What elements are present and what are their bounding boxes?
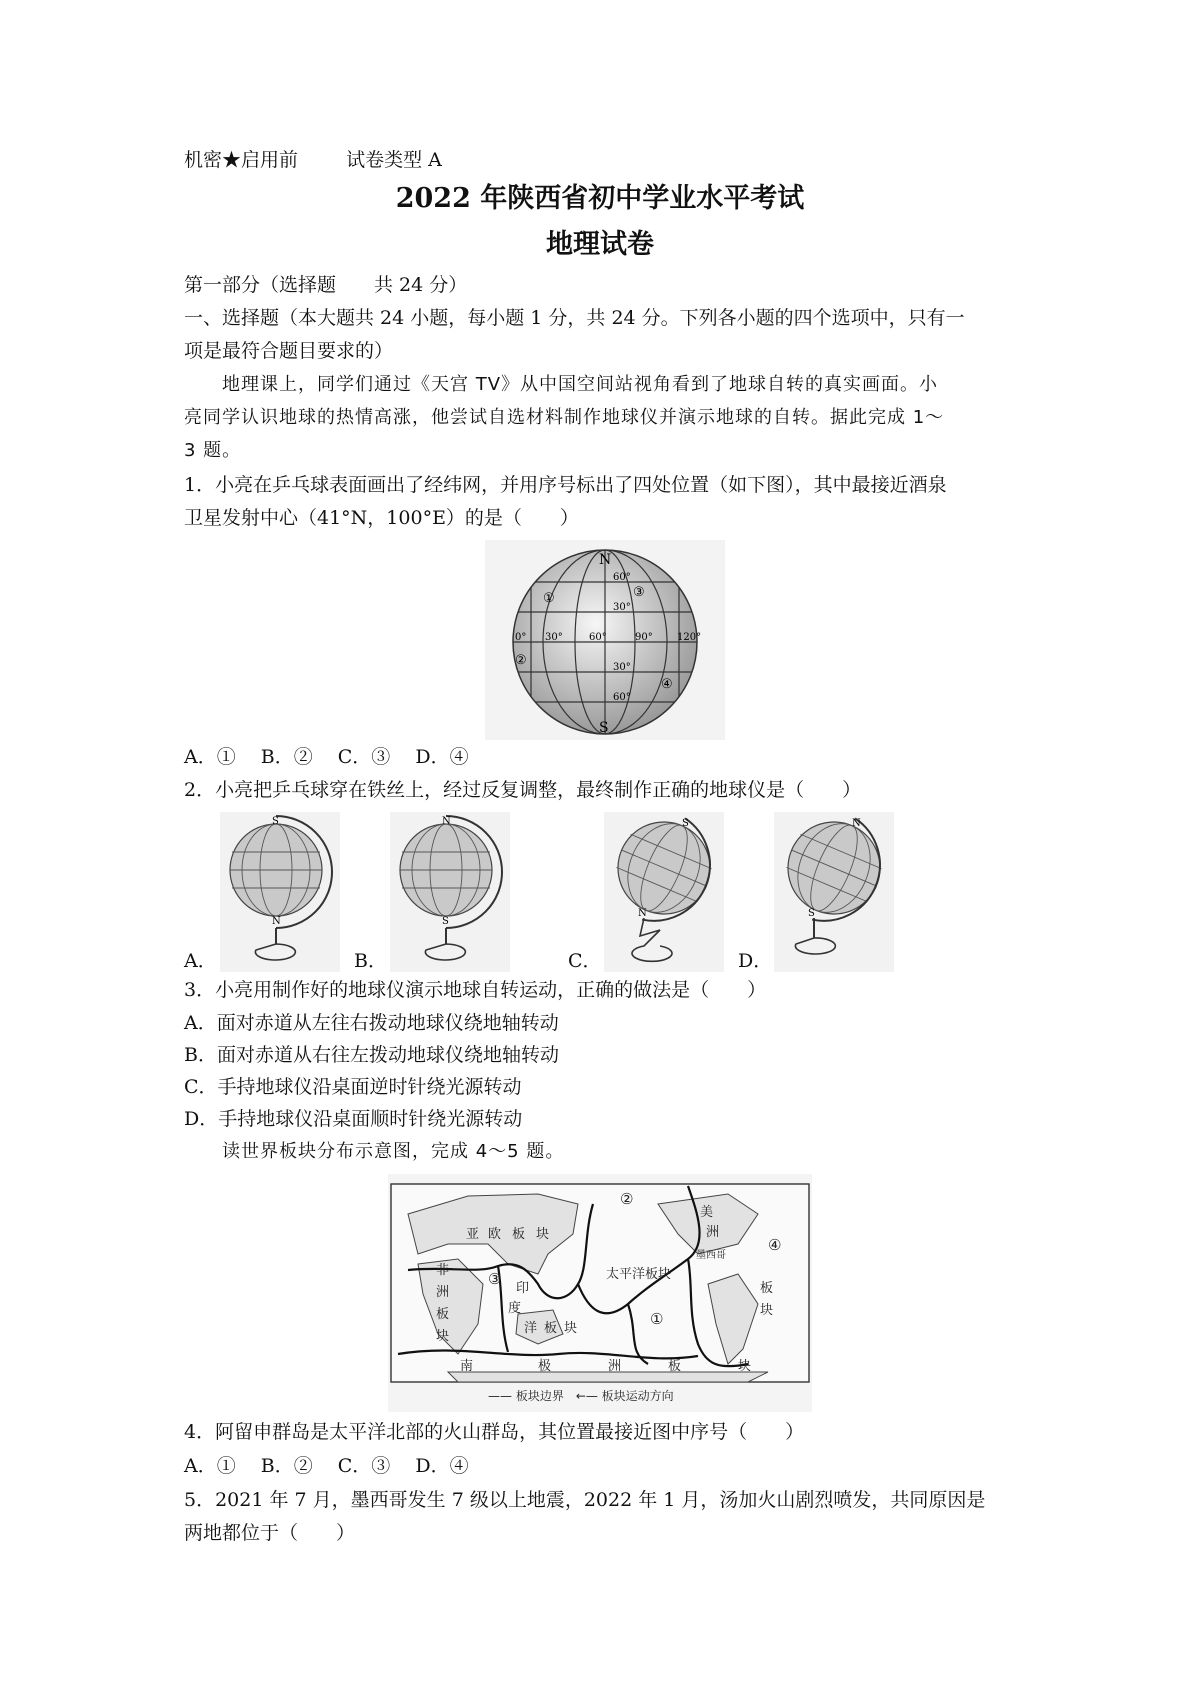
map-label: 亚	[466, 1227, 480, 1242]
q2-globe-c	[604, 812, 724, 972]
map-label: 块	[436, 1329, 450, 1344]
plate-map-figure	[388, 1174, 812, 1412]
globe-pole-bottom: S	[808, 908, 815, 919]
q5-line-1: 5．2021 年 7 月，墨西哥发生 7 级以上地震，2022 年 1 月，汤加火山剧烈喷发，共同原因是	[184, 1489, 986, 1511]
map-label: 美	[700, 1205, 714, 1220]
globe-lon-label: 30°	[545, 632, 563, 643]
globe-lon-label: 0°	[515, 632, 527, 643]
map-label: 南	[460, 1359, 474, 1374]
globe-pole-top: N	[852, 818, 861, 829]
q3-option-b: B．面对赤道从右往左拨动地球仪绕地轴转动	[184, 1044, 559, 1066]
map-label: 板	[544, 1321, 558, 1336]
q1-line-2: 卫星发射中心（41°N，100°E）的是（ ）	[184, 507, 579, 529]
intro1-line-1: 地理课上，同学们通过《天宫 TV》从中国空间站视角看到了地球自转的真实画面。小	[222, 374, 939, 395]
map-label: 非	[436, 1263, 450, 1278]
globe-lon-label: 90°	[635, 632, 653, 643]
map-mark-1: ①	[650, 1310, 664, 1328]
header-line	[184, 148, 442, 172]
globe-pole-top: S	[272, 816, 279, 827]
map-mark-3: ③	[488, 1270, 502, 1288]
globe-pole-bottom: N	[638, 908, 647, 919]
globe-pole-bottom: S	[442, 916, 449, 927]
instruction-line-1: 一、选择题（本大题共 24 小题，每小题 1 分，共 24 分。下列各小题的四个选项中，只有一	[184, 307, 965, 329]
map-label: 欧	[488, 1227, 502, 1242]
q2-option-a-label: A．	[184, 950, 217, 972]
q3-option-d: D．手持地球仪沿桌面顺时针绕光源转动	[184, 1108, 523, 1130]
map-label: 洲	[436, 1285, 450, 1300]
globe-lon-label: 120°	[677, 632, 702, 643]
q3-option-c: C．手持地球仪沿桌面逆时针绕光源转动	[184, 1076, 522, 1098]
globe-south-label: S	[599, 720, 609, 736]
globe-lon-label: 60°	[589, 632, 607, 643]
exam-title: 2022 年陕西省初中学业水平考试	[395, 183, 805, 214]
confidential-mark: 机密★启用前	[184, 149, 299, 171]
q2-globe-a	[220, 812, 340, 972]
q2-option-b-label: B．	[354, 950, 387, 972]
map-label: 度	[508, 1301, 522, 1316]
map-label: 块	[738, 1359, 752, 1374]
globe-mark-3: ③	[633, 585, 645, 600]
globe-pole-top: S	[682, 818, 689, 829]
q2-globe-b	[390, 812, 510, 972]
map-mark-4: ④	[768, 1236, 782, 1254]
globe-mark-2: ②	[515, 653, 527, 668]
q5-line-2: 两地都位于（ ）	[184, 1522, 356, 1544]
intro1-line-3: 3 题。	[184, 440, 242, 461]
map-mark-2: ②	[620, 1190, 634, 1208]
q1-line-1: 1．小亮在乒乓球表面画出了经纬网，并用序号标出了四处位置（如下图），其中最接近酒泉	[184, 474, 947, 496]
globe-lat-label: 60°	[613, 692, 631, 703]
exam-subtitle: 地理试卷	[546, 229, 654, 260]
q1-globe-figure	[485, 540, 725, 740]
q4-options: A．① B．② C．③ D．④	[184, 1455, 469, 1477]
q1-options: A．① B．② C．③ D．④	[184, 746, 469, 768]
globe-mark-4: ④	[661, 677, 673, 692]
globe-mark-1: ①	[543, 591, 555, 606]
instruction-line-2: 项是最符合题目要求的）	[184, 340, 394, 362]
globe-lat-label: 30°	[613, 602, 631, 613]
map-label: 洋	[524, 1321, 538, 1336]
map-label: 块	[564, 1321, 578, 1336]
q3-option-a: A．面对赤道从左往右拨动地球仪绕地轴转动	[184, 1012, 559, 1034]
part1-heading: 第一部分（选择题 共 24 分）	[184, 274, 468, 296]
globe-pole-bottom: N	[272, 916, 281, 927]
map-legend: —— 板块边界 ←— 板块运动方向	[488, 1389, 674, 1403]
q2-globe-options	[184, 812, 904, 972]
intro2: 读世界板块分布示意图，完成 4～5 题。	[222, 1141, 565, 1162]
map-label: 洲	[706, 1225, 720, 1240]
paper-type: 试卷类型 A	[346, 149, 442, 171]
map-label: 印	[516, 1281, 530, 1296]
q2-question: 2．小亮把乒乓球穿在铁丝上，经过反复调整，最终制作正确的地球仪是（ ）	[184, 779, 862, 801]
map-label: 板	[760, 1281, 774, 1296]
map-label: 板	[512, 1227, 526, 1242]
globe-north-label: N	[599, 552, 612, 568]
map-label: 板	[436, 1307, 450, 1322]
map-label-pacific: 太平洋板块	[606, 1267, 672, 1282]
q2-option-c-label: C．	[568, 950, 602, 972]
map-label: 极	[538, 1359, 552, 1374]
intro1-line-2: 亮同学认识地球的热情高涨，他尝试自选材料制作地球仪并演示地球的自转。据此完成 1～	[184, 407, 945, 428]
q2-globe-d	[774, 812, 894, 972]
q4-question: 4．阿留申群岛是太平洋北部的火山群岛，其位置最接近图中序号（ ）	[184, 1421, 805, 1443]
globe-lat-label: 30°	[613, 662, 631, 673]
map-label: 块	[760, 1303, 774, 1318]
globe-lat-label: 60°	[613, 572, 631, 583]
map-label: 块	[536, 1227, 550, 1242]
map-label: 板	[668, 1359, 682, 1374]
globe-pole-top: N	[442, 816, 451, 827]
map-label-mexico: 墨西哥	[696, 1250, 726, 1261]
q2-option-d-label: D．	[738, 950, 773, 972]
map-label: 洲	[608, 1359, 622, 1374]
q3-question: 3．小亮用制作好的地球仪演示地球自转运动，正确的做法是（ ）	[184, 979, 767, 1001]
